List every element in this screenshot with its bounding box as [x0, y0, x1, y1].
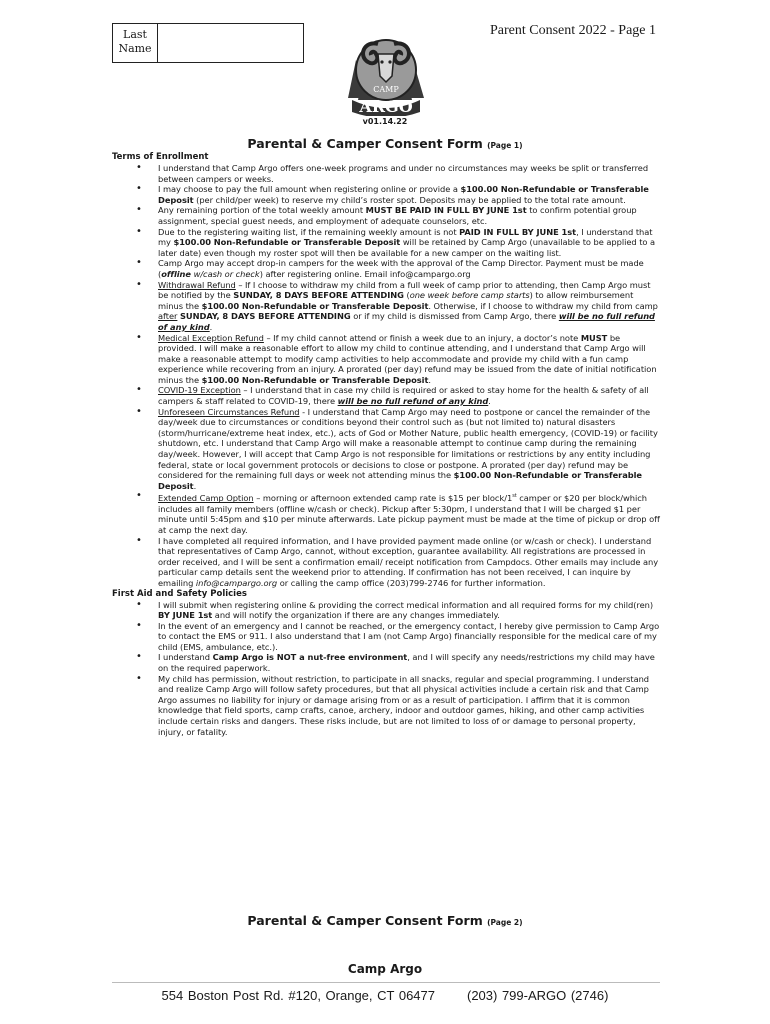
footer-address: 554 Boston Post Rd. #120, Orange, CT 06477 [161, 988, 435, 1003]
footer-divider [112, 982, 660, 983]
form-title-subtitle: (Page 1) [487, 141, 523, 150]
list-item: • I will submit when registering online & providing the correct medical information and all required forms for my child(ren) BY JUNE 1st and will notify the organization if there are any changes immediately. [158, 600, 660, 621]
logo-camp-text: CAMP [373, 85, 399, 94]
list-item: • In the event of an emergency and I cannot be reached, or the emergency contact, I hereby give permission to Camp Argo to contact the EMS or 911. I also understand that I am (not Camp Argo) financially responsible for the medical care of my child (EMS, ambulance, etc.). [158, 621, 660, 653]
list-item: • Due to the registering waiting list, if the remaining weekly amount is not PAID IN FULL BY JUNE 1st, I understand that my $100.00 Non-Refundable or Transferable Deposit will be retained by Camp Argo (unavailable to be applied to a later date) even though my roster spot will then be available for a new camper on the waiting list. [158, 227, 660, 259]
list-item: • I understand that Camp Argo offers one-week programs and under no circumstances may weeks be split or transferred between campers or weeks. [158, 163, 660, 184]
first-aid-list [112, 600, 660, 738]
camp-argo-logo [338, 20, 430, 116]
last-name-field[interactable] [158, 24, 303, 62]
list-item: • Camp Argo may accept drop-in campers for the week with the approval of the Camp Director. Payment must be made (offline w/cash or check) after registering online. Email info@campargo.org [158, 258, 660, 279]
list-item: • Any remaining portion of the total weekly amount MUST BE PAID IN FULL BY JUNE 1st to confirm potential group assignment, special guest needs, and employment of adequate counselors, etc. [158, 205, 660, 226]
version-label: v01.14.22 [362, 117, 408, 126]
list-item: • Medical Exception Refund – If my child cannot attend or finish a week due to an injury, a doctor’s note MUST be provided. I will make a reasonable effort to allow my child to continue attending, and I understand that Camp Argo will make a reasonable attempt to modify camp activities to help accommodate and provide my child with a fun camp experience while recovering from an injury. A prorated (per day) refund may be issued from the date of initial notification minus the $100.00 Non-Refundable or Transferable Deposit. [158, 333, 660, 386]
form-title-text: Parental & Camper Consent Form [247, 913, 483, 928]
list-item: • Extended Camp Option – morning or afternoon extended camp rate is $15 per block/1st camper or $20 per block/which includes all family members (offline w/cash or check). Pickup after 5:30pm, I understand that I will be charged $1 per minute until 5:45pm and $10 per minute afterwards. Late pickup payment must be made at the time of pickup or drop off at camp the next day. [158, 491, 660, 535]
list-item: • I understand Camp Argo is NOT a nut-free environment, and I will specify any needs/restrictions my child may have on the required paperwork. [158, 652, 660, 673]
footer-org-name: Camp Argo [347, 962, 423, 976]
form-title-subtitle: (Page 2) [487, 918, 523, 927]
last-name-box [112, 23, 304, 63]
section-heading-first-aid: First Aid and Safety Policies [112, 588, 247, 599]
last-name-label: Last Name [113, 24, 158, 62]
footer-contact [0, 988, 770, 1003]
page-header-label: Parent Consent 2022 - Page 1 [489, 23, 656, 38]
list-item: • I may choose to pay the full amount when registering online or provide a $100.00 Non-Refundable or Transferable Deposit (per child/per week) to reserve my child’s roster spot. Deposits may be applied to the total rate amount. [158, 184, 660, 205]
form-title-page1 [0, 136, 770, 151]
logo-argo-text: ARGO [359, 97, 413, 116]
list-item: • COVID-19 Exception – I understand that in case my child is required or asked to stay home for the health & safety of all campers & staff related to COVID-19, there will be no full refund of any kind. [158, 385, 660, 406]
list-item: • Withdrawal Refund – If I choose to withdraw my child from a full week of camp prior to attending, then Camp Argo must be notified by the SUNDAY, 8 DAYS BEFORE ATTENDING (one week before camp starts) to allow reimbursement minus the $100.00 Non-Refundable or Transferable Deposit. Otherwise, if I choose to withdraw my child from camp after SUNDAY, 8 DAYS BEFORE ATTENDING or if my child is dismissed from Camp Argo, there will be no full refund of any kind. [158, 280, 660, 333]
list-item: • I have completed all required information, and I have provided payment made online (or w/cash or check). I understand that representatives of Camp Argo, cannot, without exception, guarantee availability. All registrations are processed in order received, and I will be sent a confirmation email/ receipt notification from Campdocs. Other emails may include any particular camp details sent the weekend prior to attending. If confirmation has not been received, I can inquire by emailing info@campargo.org or calling the camp office (203)799-2746 for further information. [158, 536, 660, 589]
list-item: • My child has permission, without restriction, to participate in all snacks, regular and special programming. I understand and realize Camp Argo will follow safety procedures, but that all physical activities include a certain risk and that Camp Argo assumes no liability for injury or damage arising from or as a result of participation. I affirm that it is common knowledge that field sports, camp crafts, canoe, archery, indoor and outdoor games, hiking, and other camp activities include certain risks and dangers. These risks include, but are not limited to loss of or damage to personal property, injury, or fatality. [158, 674, 660, 738]
section-heading-terms: Terms of Enrollment [112, 152, 209, 162]
terms-list [112, 163, 660, 589]
footer-phone: (203) 799-ARGO (2746) [466, 988, 609, 1003]
consent-content [112, 152, 660, 737]
form-title-text: Parental & Camper Consent Form [247, 136, 483, 151]
form-title-page2 [0, 913, 770, 928]
list-item: • Unforeseen Circumstances Refund - I understand that Camp Argo may need to postpone or cancel the remainder of the day/week due to circumstances or conditions beyond their control such as (but not limited to) natural disasters (storm/hurricane/extreme heat index, etc.), acts of God or Mother Nature, public health emergency, (COVID-19) or facility shutdown, etc. I understand that Camp Argo will make a reasonable attempt to continue camp during the remaining day/week. However, I will accept that Camp Argo is not responsible for limitations or restrictions by any entity including federal, state or local government protocols or decisions to close or postpone. A prorated (per day) refund may be considered for the remaining full days or week not attending minus the $100.00 Non-Refundable or Transferable Deposit. [158, 407, 660, 492]
